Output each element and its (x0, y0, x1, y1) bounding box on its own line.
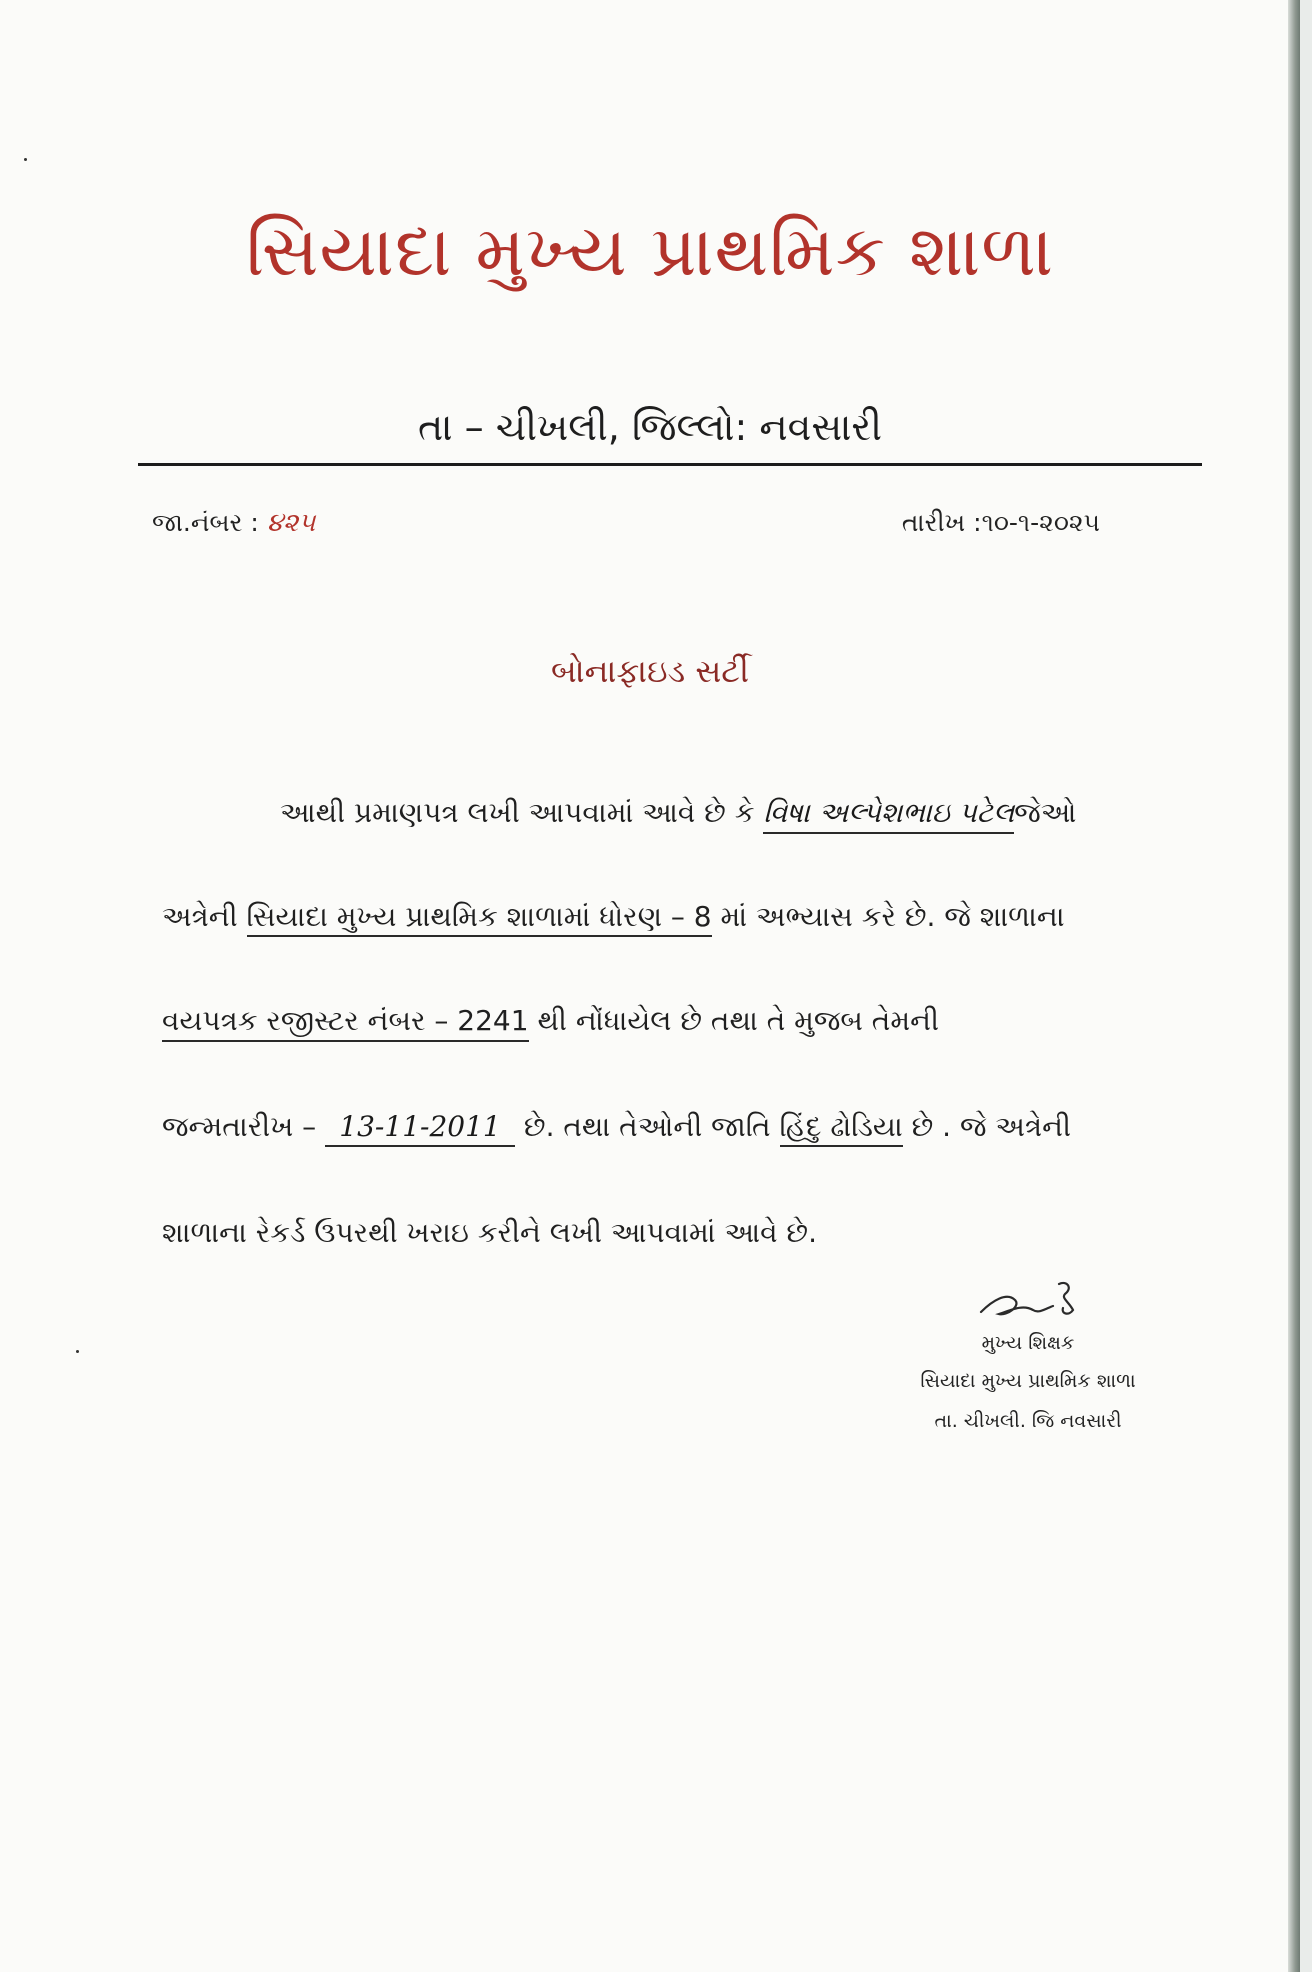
signatory-place: તા. ચીખલી. જિ નવસારી (934, 1410, 1122, 1432)
line1-end: જેઓ (1014, 796, 1077, 829)
signatory-school: સિયાદા મુખ્ય પ્રાથમિક શાળા (920, 1370, 1136, 1392)
school-address: તા – ચીખલી, જિલ્લો: નવસારી (418, 405, 882, 449)
body-line-5: શાળાના રેકર્ડ ઉપરથી ખરાઇ કરીને લખી આપવામાં આવે છે. (162, 1216, 817, 1249)
date-of-birth: 13-11-2011 (325, 1110, 515, 1147)
paper-speck (24, 158, 27, 161)
line2-end: માં અભ્યાસ કરે છે. જે શાળાના (720, 900, 1065, 933)
outward-number-value: ૪૨૫ (266, 508, 316, 538)
line4-end: છે . જે અત્રેની (911, 1110, 1072, 1143)
line4-mid: છે. તથા તેઓની જાતિ (523, 1110, 771, 1143)
register-number: વયપત્રક રજીસ્ટર નંબર – 2241 (162, 1004, 529, 1042)
signature-mark (963, 1270, 1093, 1330)
header-divider (138, 463, 1202, 466)
signature-block (878, 1270, 1178, 1432)
outward-number (152, 508, 315, 539)
caste: હિંદુ ઢોડિયા (780, 1110, 903, 1147)
body-line-3 (162, 1004, 939, 1042)
line1-text: આથી પ્રમાણપત્ર લખી આપવામાં આવે છે કે (280, 796, 755, 829)
certificate-title: બોનાફાઇડ સર્ટી (550, 652, 750, 690)
page-edge-shadow (1288, 0, 1300, 1972)
dob-label: જન્મતારીખ – (162, 1110, 317, 1143)
body-line-2 (162, 900, 1065, 934)
school-standard: સિયાદા મુખ્ય પ્રાથમિક શાળામાં ધોરણ – 8 (247, 900, 712, 937)
body-line-1 (280, 796, 1076, 834)
body-line-4 (162, 1110, 1071, 1147)
line2-text: અત્રેની (162, 900, 238, 933)
outward-number-label: જા.નંબર : (152, 508, 259, 537)
paper-speck (76, 1350, 79, 1353)
line3-end: થી નોંધાયેલ છે તથા તે મુજબ તેમની (537, 1004, 940, 1037)
student-name: વિષા અલ્પેશભાઇ પટેલ (763, 796, 1014, 834)
document-date: તારીખ :૧૦-૧-૨૦૨૫ (901, 508, 1100, 537)
school-title: સિયાદા મુખ્ય પ્રાથમિક શાળા (245, 210, 1055, 292)
signatory-role: મુખ્ય શિક્ષક (981, 1332, 1075, 1354)
